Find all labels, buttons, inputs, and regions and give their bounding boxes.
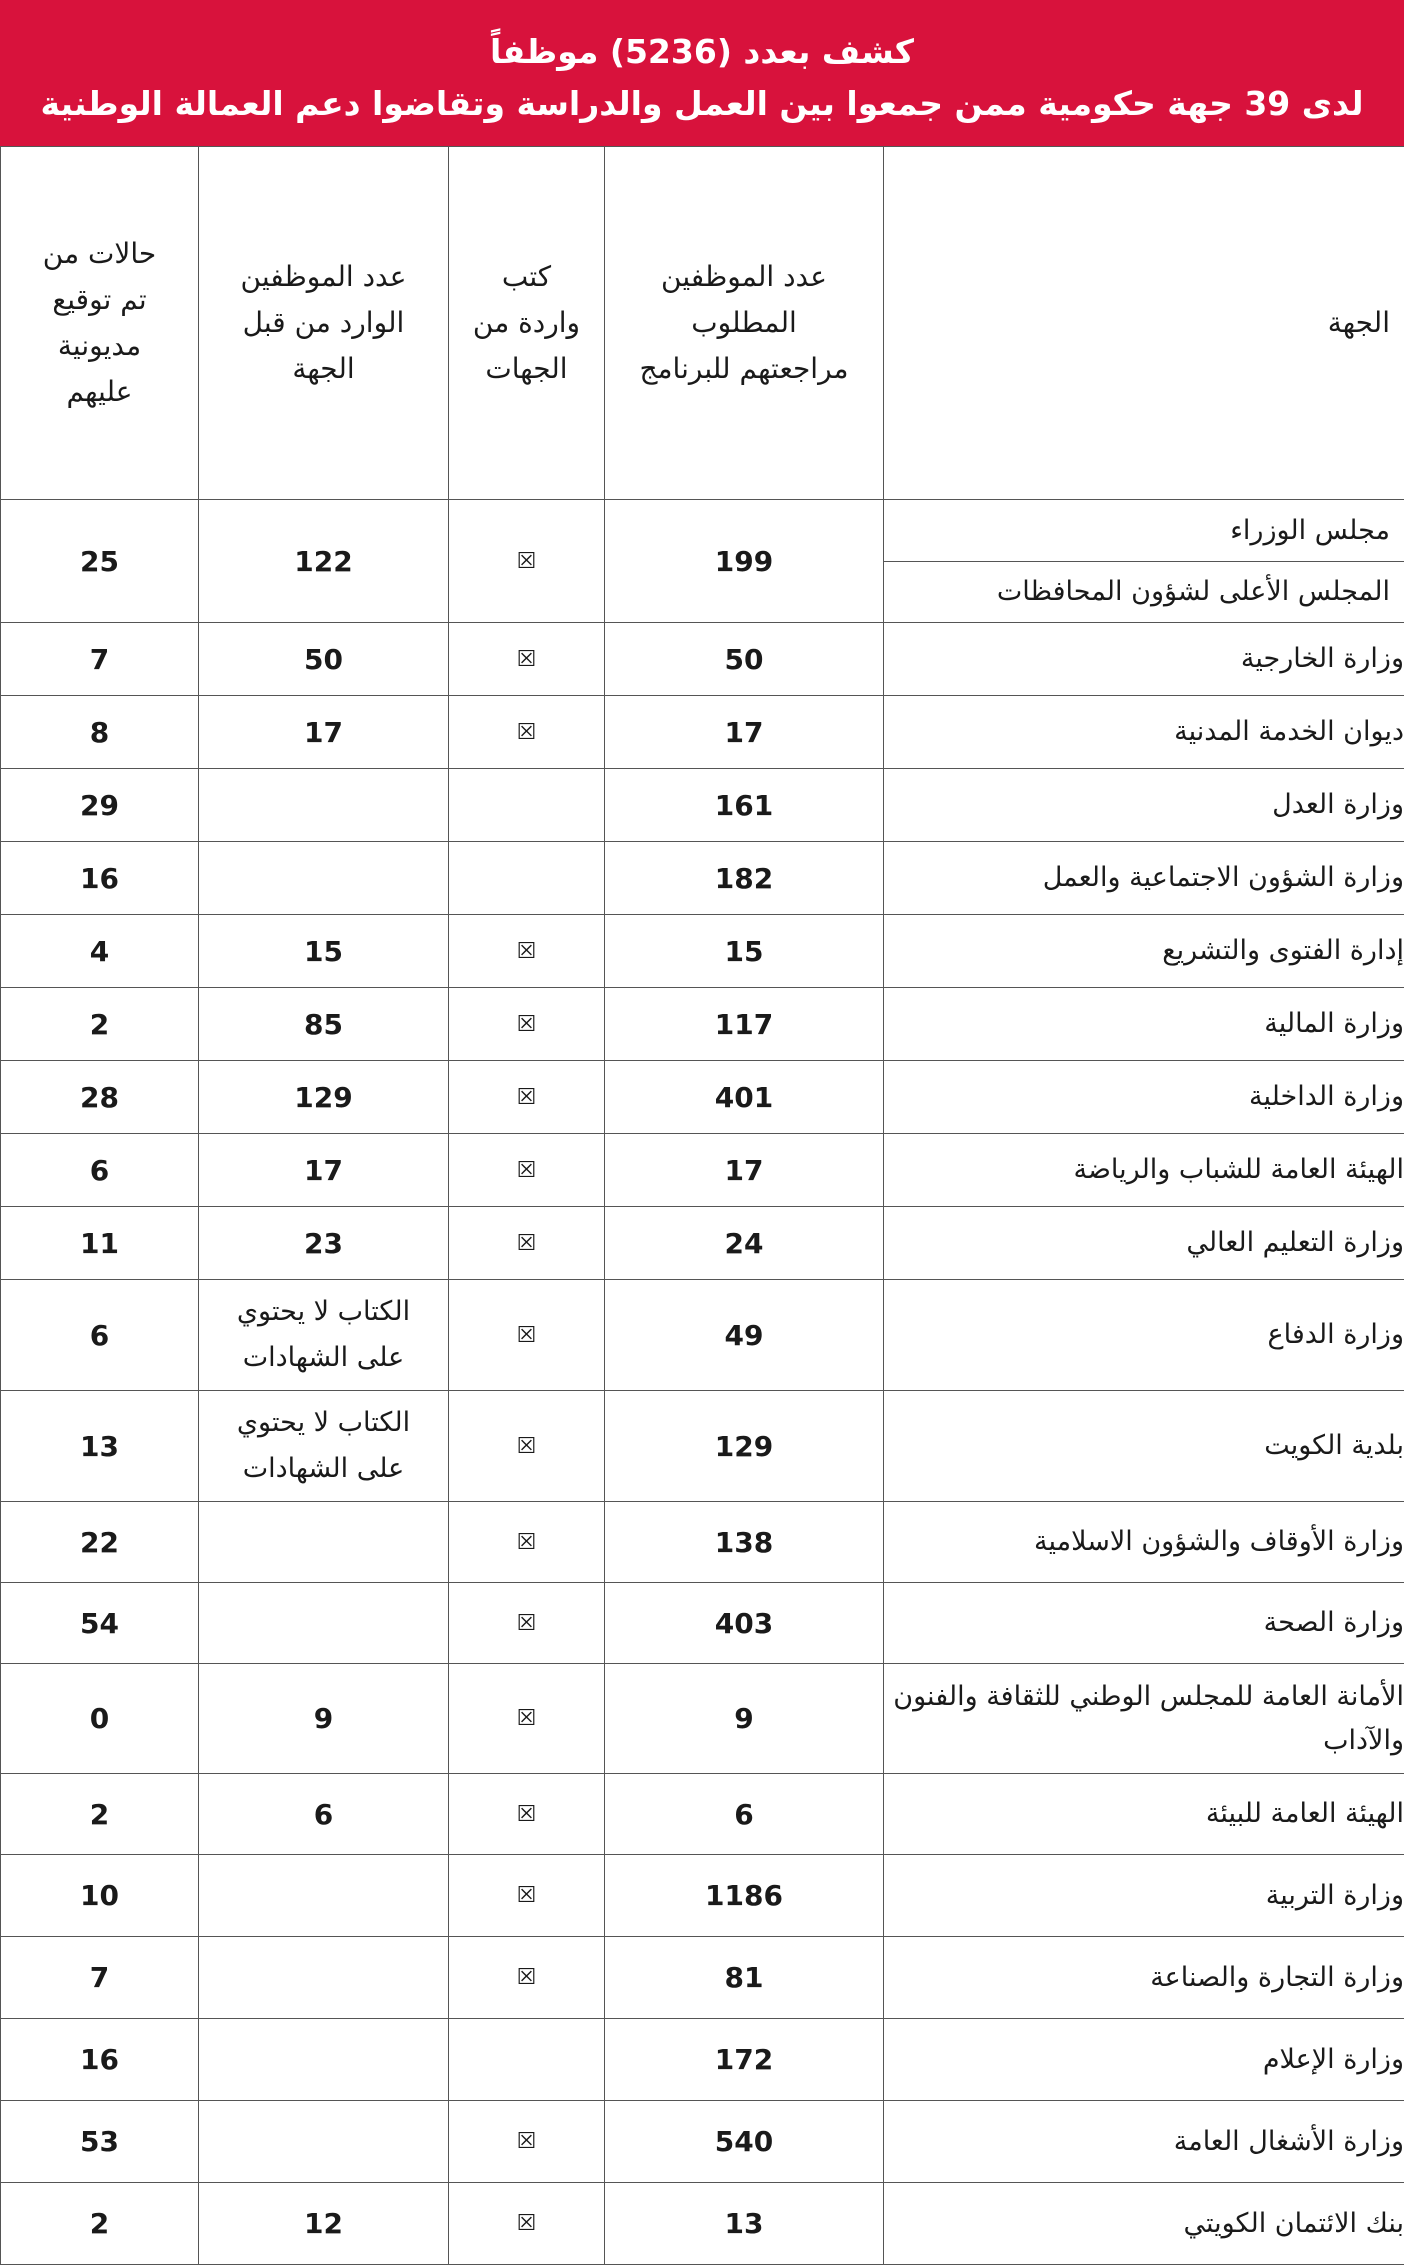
entity-name: وزارة العدل xyxy=(884,769,1404,842)
checkbox-icon: ☒ xyxy=(516,1529,537,1555)
table-row xyxy=(1,696,1404,769)
debt-count: 16 xyxy=(1,2019,199,2101)
entity-name: وزارة الإعلام xyxy=(884,2019,1404,2101)
debt-count: 28 xyxy=(1,1061,199,1134)
checkbox-icon: ☒ xyxy=(516,2211,537,2236)
table-row xyxy=(1,1855,1404,1937)
requested-count: 182 xyxy=(605,842,884,915)
entity-name: وزارة الصحة xyxy=(884,1583,1404,1664)
received-count: 23 xyxy=(199,1207,449,1280)
letter-received-cell xyxy=(449,1664,605,1774)
letter-received-cell xyxy=(449,2019,605,2101)
received-count: 122 xyxy=(199,500,449,623)
table-row xyxy=(1,769,1404,842)
checkbox-icon: ☒ xyxy=(516,2129,537,2154)
checkbox-icon: ☒ xyxy=(516,548,537,574)
received-count: 50 xyxy=(199,623,449,696)
table-row xyxy=(1,623,1404,696)
received-count: 6 xyxy=(199,1774,449,1855)
letter-received-cell xyxy=(449,842,605,915)
received-count: 17 xyxy=(199,696,449,769)
entity-name: وزارة الأشغال العامة xyxy=(884,2101,1404,2183)
letter-received-cell xyxy=(449,1855,605,1937)
requested-count: 6 xyxy=(605,1774,884,1855)
table-row xyxy=(1,842,1404,915)
report-subtitle: لدى 39 جهة حكومية ممن جمعوا بين العمل والدراسة وتقاضوا دعم العمالة الوطنية xyxy=(40,84,1364,123)
table-row xyxy=(1,1280,1404,1391)
letter-received-cell xyxy=(449,915,605,988)
received-count: 12 xyxy=(199,2183,449,2265)
received-count xyxy=(199,842,449,915)
checkbox-icon: ☒ xyxy=(516,1084,537,1110)
table-row xyxy=(1,1207,1404,1280)
debt-count: 11 xyxy=(1,1207,199,1280)
letter-received-cell xyxy=(449,1134,605,1207)
requested-count: 17 xyxy=(605,1134,884,1207)
checkbox-icon: ☒ xyxy=(516,1706,537,1731)
requested-count: 138 xyxy=(605,1502,884,1583)
table-row xyxy=(1,1391,1404,1502)
letter-received-cell xyxy=(449,1937,605,2019)
entity-name: الهيئة العامة للشباب والرياضة xyxy=(884,1134,1404,1207)
debt-count: 7 xyxy=(1,623,199,696)
requested-count: 199 xyxy=(605,500,884,623)
entity-name: وزارة الخارجية xyxy=(884,623,1404,696)
letter-received-cell xyxy=(449,623,605,696)
letter-received-cell xyxy=(449,1391,605,1502)
letter-received-cell xyxy=(449,500,605,623)
requested-count: 50 xyxy=(605,623,884,696)
requested-count: 81 xyxy=(605,1937,884,2019)
checkbox-icon: ☒ xyxy=(516,719,537,745)
entity-name: الهيئة العامة للبيئة xyxy=(884,1774,1404,1855)
checkbox-icon: ☒ xyxy=(516,1322,537,1348)
entity-name: إدارة الفتوى والتشريع xyxy=(884,915,1404,988)
column-header-received: عدد الموظفين الوارد من قبل الجهة xyxy=(199,147,449,500)
received-note: الكتاب لا يحتوي على الشهادات xyxy=(199,1280,449,1391)
table-row xyxy=(1,2101,1404,2183)
table-row xyxy=(1,500,1404,623)
entity-cell xyxy=(884,500,1404,623)
report-title-banner xyxy=(0,0,1404,146)
table-header-row xyxy=(1,147,1404,500)
table-row xyxy=(1,915,1404,988)
received-count: 85 xyxy=(199,988,449,1061)
received-count xyxy=(199,1937,449,2019)
letter-received-cell xyxy=(449,1207,605,1280)
debt-count: 29 xyxy=(1,769,199,842)
letter-received-cell xyxy=(449,1774,605,1855)
debt-count: 7 xyxy=(1,1937,199,2019)
column-header-requested: عدد الموظفين المطلوب مراجعتهم للبرنامج xyxy=(605,147,884,500)
received-count xyxy=(199,769,449,842)
requested-count: 1186 xyxy=(605,1855,884,1937)
received-count xyxy=(199,2019,449,2101)
letter-received-cell xyxy=(449,2183,605,2265)
received-count xyxy=(199,1583,449,1664)
debt-count: 10 xyxy=(1,1855,199,1937)
column-header-letters: كتب واردة من الجهات xyxy=(449,147,605,500)
requested-count: 161 xyxy=(605,769,884,842)
entity-name-secondary: المجلس الأعلى لشؤون المحافظات xyxy=(996,576,1390,607)
checkbox-icon: ☒ xyxy=(516,1011,537,1037)
requested-count: 540 xyxy=(605,2101,884,2183)
requested-count: 9 xyxy=(605,1664,884,1774)
requested-count: 403 xyxy=(605,1583,884,1664)
debt-count: 54 xyxy=(1,1583,199,1664)
entity-name: وزارة التربية xyxy=(884,1855,1404,1937)
received-count: 9 xyxy=(199,1664,449,1774)
letter-received-cell xyxy=(449,769,605,842)
table-row xyxy=(1,1502,1404,1583)
table-row xyxy=(1,1134,1404,1207)
table-row xyxy=(1,988,1404,1061)
debt-count: 13 xyxy=(1,1391,199,1502)
letter-received-cell xyxy=(449,1502,605,1583)
report-title: كشف بعدد (5236) موظفاً xyxy=(490,32,914,71)
received-count xyxy=(199,2101,449,2183)
debt-count: 4 xyxy=(1,915,199,988)
letter-received-cell xyxy=(449,988,605,1061)
requested-count: 129 xyxy=(605,1391,884,1502)
checkbox-icon: ☒ xyxy=(516,1230,537,1256)
entity-name: الأمانة العامة للمجلس الوطني للثقافة والفنون والآداب xyxy=(884,1664,1404,1774)
letter-received-cell xyxy=(449,1583,605,1664)
checkbox-icon: ☒ xyxy=(516,938,537,964)
checkbox-icon: ☒ xyxy=(516,1157,537,1183)
entity-name: مجلس الوزراء xyxy=(884,501,1404,562)
debt-count: 2 xyxy=(1,1774,199,1855)
letter-received-cell xyxy=(449,2101,605,2183)
requested-count: 17 xyxy=(605,696,884,769)
received-note: الكتاب لا يحتوي على الشهادات xyxy=(199,1391,449,1502)
received-count xyxy=(199,1855,449,1937)
column-header-entity: الجهة xyxy=(884,147,1404,500)
requested-count: 24 xyxy=(605,1207,884,1280)
requested-count: 172 xyxy=(605,2019,884,2101)
checkbox-icon: ☒ xyxy=(516,1610,537,1636)
checkbox-icon: ☒ xyxy=(516,1433,537,1459)
checkbox-icon: ☒ xyxy=(516,1883,537,1908)
table-row xyxy=(1,1664,1404,1774)
table-row xyxy=(1,1061,1404,1134)
debt-count: 22 xyxy=(1,1502,199,1583)
checkbox-icon: ☒ xyxy=(516,1801,537,1827)
received-count: 17 xyxy=(199,1134,449,1207)
received-count xyxy=(199,1502,449,1583)
checkbox-icon: ☒ xyxy=(516,1965,537,1990)
debt-count: 6 xyxy=(1,1134,199,1207)
letter-received-cell xyxy=(449,1061,605,1134)
received-count: 129 xyxy=(199,1061,449,1134)
table-row xyxy=(1,2183,1404,2265)
debt-count: 2 xyxy=(1,2183,199,2265)
debt-count: 53 xyxy=(1,2101,199,2183)
requested-count: 401 xyxy=(605,1061,884,1134)
received-count: 15 xyxy=(199,915,449,988)
employees-table xyxy=(0,146,1404,2265)
column-header-debt: حالات من تم توقيع مديونية عليهم xyxy=(1,147,199,500)
entity-name: وزارة التعليم العالي xyxy=(884,1207,1404,1280)
debt-count: 8 xyxy=(1,696,199,769)
entity-name: بنك الائتمان الكويتي xyxy=(884,2183,1404,2265)
debt-count: 6 xyxy=(1,1280,199,1391)
entity-name: بلدية الكويت xyxy=(884,1391,1404,1502)
entity-name: وزارة الدفاع xyxy=(884,1280,1404,1391)
debt-count: 16 xyxy=(1,842,199,915)
entity-name: وزارة التجارة والصناعة xyxy=(884,1937,1404,2019)
entity-name: ديوان الخدمة المدنية xyxy=(884,696,1404,769)
checkbox-icon: ☒ xyxy=(516,646,537,672)
debt-count: 0 xyxy=(1,1664,199,1774)
entity-name: وزارة الأوقاف والشؤون الاسلامية xyxy=(884,1502,1404,1583)
letter-received-cell xyxy=(449,696,605,769)
table-row xyxy=(1,2019,1404,2101)
requested-count: 117 xyxy=(605,988,884,1061)
table-row xyxy=(1,1583,1404,1664)
requested-count: 13 xyxy=(605,2183,884,2265)
entity-name: وزارة الشؤون الاجتماعية والعمل xyxy=(884,842,1404,915)
requested-count: 49 xyxy=(605,1280,884,1391)
debt-count: 2 xyxy=(1,988,199,1061)
entity-name: وزارة الداخلية xyxy=(884,1061,1404,1134)
debt-count: 25 xyxy=(1,500,199,623)
table-row xyxy=(1,1937,1404,2019)
entity-name: وزارة المالية xyxy=(884,988,1404,1061)
table-row xyxy=(1,1774,1404,1855)
letter-received-cell xyxy=(449,1280,605,1391)
requested-count: 15 xyxy=(605,915,884,988)
